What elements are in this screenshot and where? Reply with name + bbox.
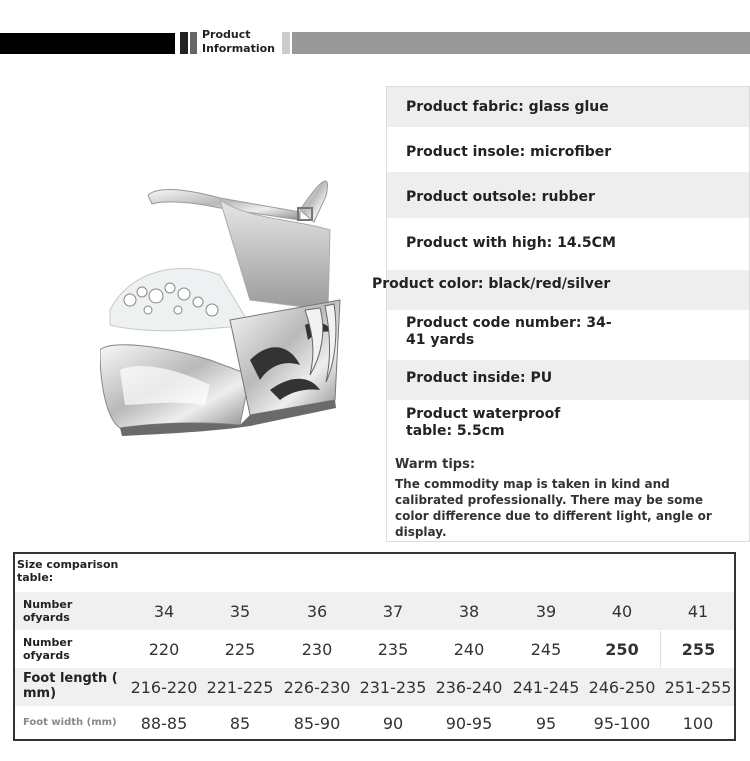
code-label: Product code number: 34-41 yards xyxy=(406,315,612,348)
table-cell: 221-225 xyxy=(206,678,274,697)
table-cell: 100 xyxy=(682,714,714,733)
table-cell: 216-220 xyxy=(130,678,198,697)
table-cell: 230 xyxy=(301,640,333,659)
warm-tips-title: Warm tips: xyxy=(395,457,476,472)
table-row xyxy=(15,592,734,630)
product-image xyxy=(100,160,350,450)
table-cell: 34 xyxy=(153,602,175,621)
row-label: Foot width (mm) xyxy=(23,717,117,728)
info-row-high xyxy=(387,218,749,270)
header-bar-black xyxy=(0,33,175,54)
table-cell: 38 xyxy=(458,602,480,621)
table-cell: 231-235 xyxy=(359,678,427,697)
table-cell: 95-100 xyxy=(593,714,651,733)
table-cell: 240 xyxy=(453,640,485,659)
table-cell: 88-85 xyxy=(140,714,188,733)
info-row-waterproof xyxy=(387,400,749,450)
color-label: Product color: black/red/silver xyxy=(372,276,611,292)
table-cell: 236-240 xyxy=(435,678,503,697)
table-cell: 251-255 xyxy=(664,678,732,697)
header-divider xyxy=(180,32,188,54)
table-cell: 35 xyxy=(229,602,251,621)
height-label: Product with high: 14.5CM xyxy=(406,235,616,251)
info-row-insole xyxy=(387,127,749,172)
fabric-label: Product fabric: glass glue xyxy=(406,99,609,115)
table-cell: 250 xyxy=(605,640,639,659)
table-cell: 39 xyxy=(535,602,557,621)
table-cell: 225 xyxy=(224,640,256,659)
header-divider xyxy=(282,32,290,54)
table-cell: 37 xyxy=(382,602,404,621)
table-cell: 36 xyxy=(306,602,328,621)
table-cell: 95 xyxy=(535,714,557,733)
row-label: Number ofyards xyxy=(23,636,73,662)
table-row xyxy=(15,706,734,739)
table-cell: 85-90 xyxy=(293,714,341,733)
waterproof-label: Product waterproof table: 5.5cm xyxy=(406,406,561,439)
header-bar-grey xyxy=(292,32,750,54)
table-cell: 41 xyxy=(687,602,709,621)
info-row-code xyxy=(387,310,749,360)
outsole-label: Product outsole: rubber xyxy=(406,189,595,205)
table-cell: 241-245 xyxy=(512,678,580,697)
table-cell: 235 xyxy=(377,640,409,659)
row-label: Foot length ( mm) xyxy=(23,671,118,701)
size-comparison-table xyxy=(13,552,736,741)
table-cell: 90-95 xyxy=(445,714,493,733)
table-row xyxy=(15,630,734,668)
table-row xyxy=(15,668,734,706)
header-divider xyxy=(190,32,197,54)
info-row-outsole xyxy=(387,172,749,218)
row-label: Number ofyards xyxy=(23,598,73,624)
table-cell: 90 xyxy=(382,714,404,733)
table-cell: 246-250 xyxy=(588,678,656,697)
table-cell: 85 xyxy=(229,714,251,733)
table-cell: 220 xyxy=(148,640,180,659)
table-cell: 245 xyxy=(530,640,562,659)
table-cell: 255 xyxy=(660,631,736,667)
table-cell: 226-230 xyxy=(283,678,351,697)
inside-label: Product inside: PU xyxy=(406,370,553,386)
section-title: Product Information xyxy=(202,28,275,55)
insole-label: Product insole: microfiber xyxy=(406,144,612,160)
size-table-title: Size comparison table: xyxy=(17,558,119,584)
info-row-inside xyxy=(387,360,749,400)
product-info-panel xyxy=(386,86,750,542)
table-cell: 40 xyxy=(611,602,633,621)
info-row-fabric xyxy=(387,87,749,127)
warm-tips-body: The commodity map is taken in kind and calibrated professionally. There may be some color difference due to different light, angle or display. xyxy=(395,477,712,539)
